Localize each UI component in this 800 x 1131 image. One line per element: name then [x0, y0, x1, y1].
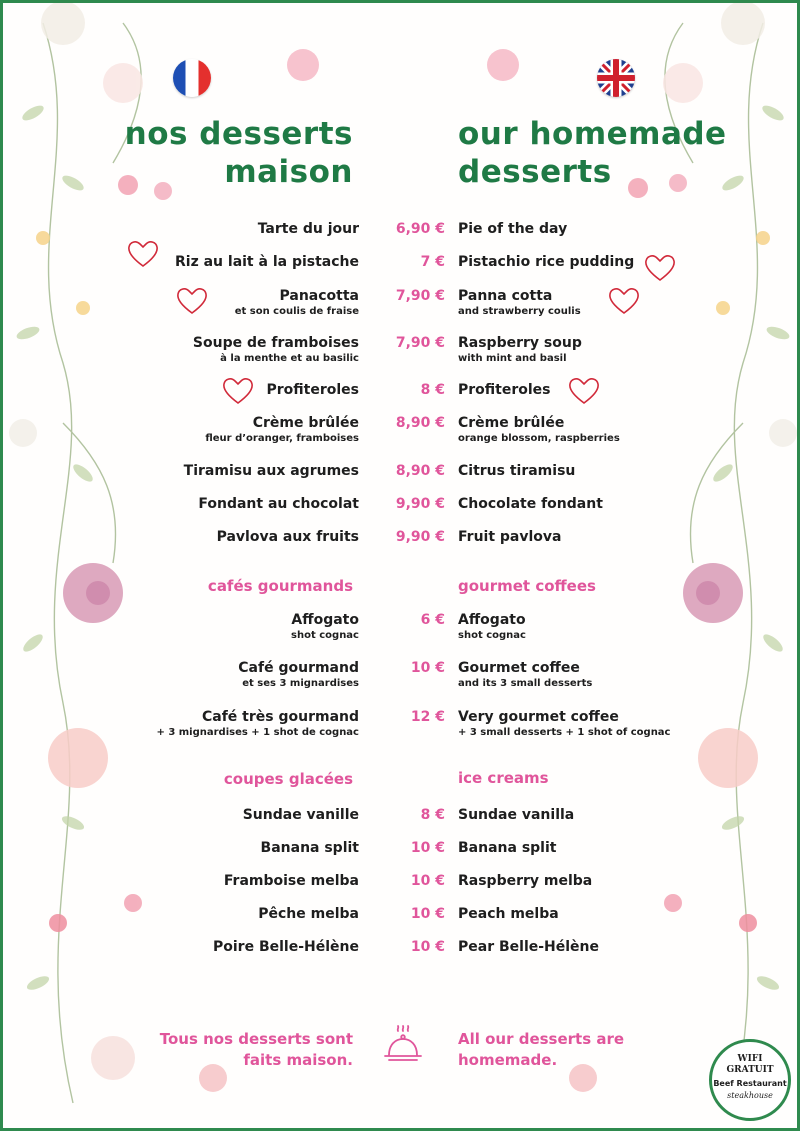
section-title-coffees-fr: cafés gourmands — [207, 577, 353, 595]
france-flag-icon — [173, 59, 211, 97]
section-title-ice-fr: coupes glacées — [223, 770, 353, 788]
footer-note-en: All our desserts are homemade. — [458, 1030, 625, 1069]
menu-page: nos desserts maison our homemade desserts Tarte du jour 6,90 € Pie of the day Riz au lait à la pistache 7 € Pistachio rice pudding Panacotta et son coulis de fraise 7,90 € Panna cotta and strawberry coulis Soupe de framboises à la menthe et au basilic 7,90 € Raspberry soup with mint and basil Profiteroles 8 € Profiteroles Crème brûlée fleur d’oranger, framboises 8,90 € Crème brûlée orange blossom, raspberries Tiramisu aux agrumes 8,90 € Citrus tiramisu Fondant au chocolat 9,90 € Chocolate fondant Pavlova aux fruits 9,90 € Fruit pavlova cafés gourmands gourmet coffees Affogato shot cognac 6 € Affogato shot cognac Café gourmand et ses 3 mignardises 10 € Gourmet coffee and its 3 small desserts Café très gourmand + 3 mignardises + 1 shot de cognac 12 € Very gourmet coffee + 3 small desserts + 1 shot of cognac coupes glacées ice creams Sundae vanille 8 € Sundae vanilla Banana split 10 € Banana split Framboise melba 10 € Raspberry melba Pêche melba 10 € Peach melba Poire Belle-Hélène 10 € Pear Belle-Hélène Tous nos desserts sont faits maison. All our desserts are homemade. WIFI GRATUIT Beef Restaurant steakhouse — [0, 0, 800, 1131]
uk-flag-icon — [597, 59, 635, 97]
section-title-coffees-en: gourmet coffees — [458, 577, 596, 595]
heart-icon — [175, 286, 209, 316]
wifi-badge: WIFI GRATUIT Beef Restaurant steakhouse — [709, 1039, 791, 1121]
section-title-ice-en: ice creams — [458, 769, 549, 787]
heart-icon — [643, 253, 677, 283]
cloche-icon — [381, 1025, 425, 1065]
heart-icon — [221, 376, 255, 406]
heart-icon — [607, 286, 641, 316]
heart-icon — [126, 239, 160, 269]
title-en: our homemade desserts — [458, 116, 727, 190]
footer-note-fr: Tous nos desserts sont faits maison. — [159, 1030, 353, 1069]
title-fr: nos desserts maison — [124, 116, 353, 190]
heart-icon — [567, 376, 601, 406]
